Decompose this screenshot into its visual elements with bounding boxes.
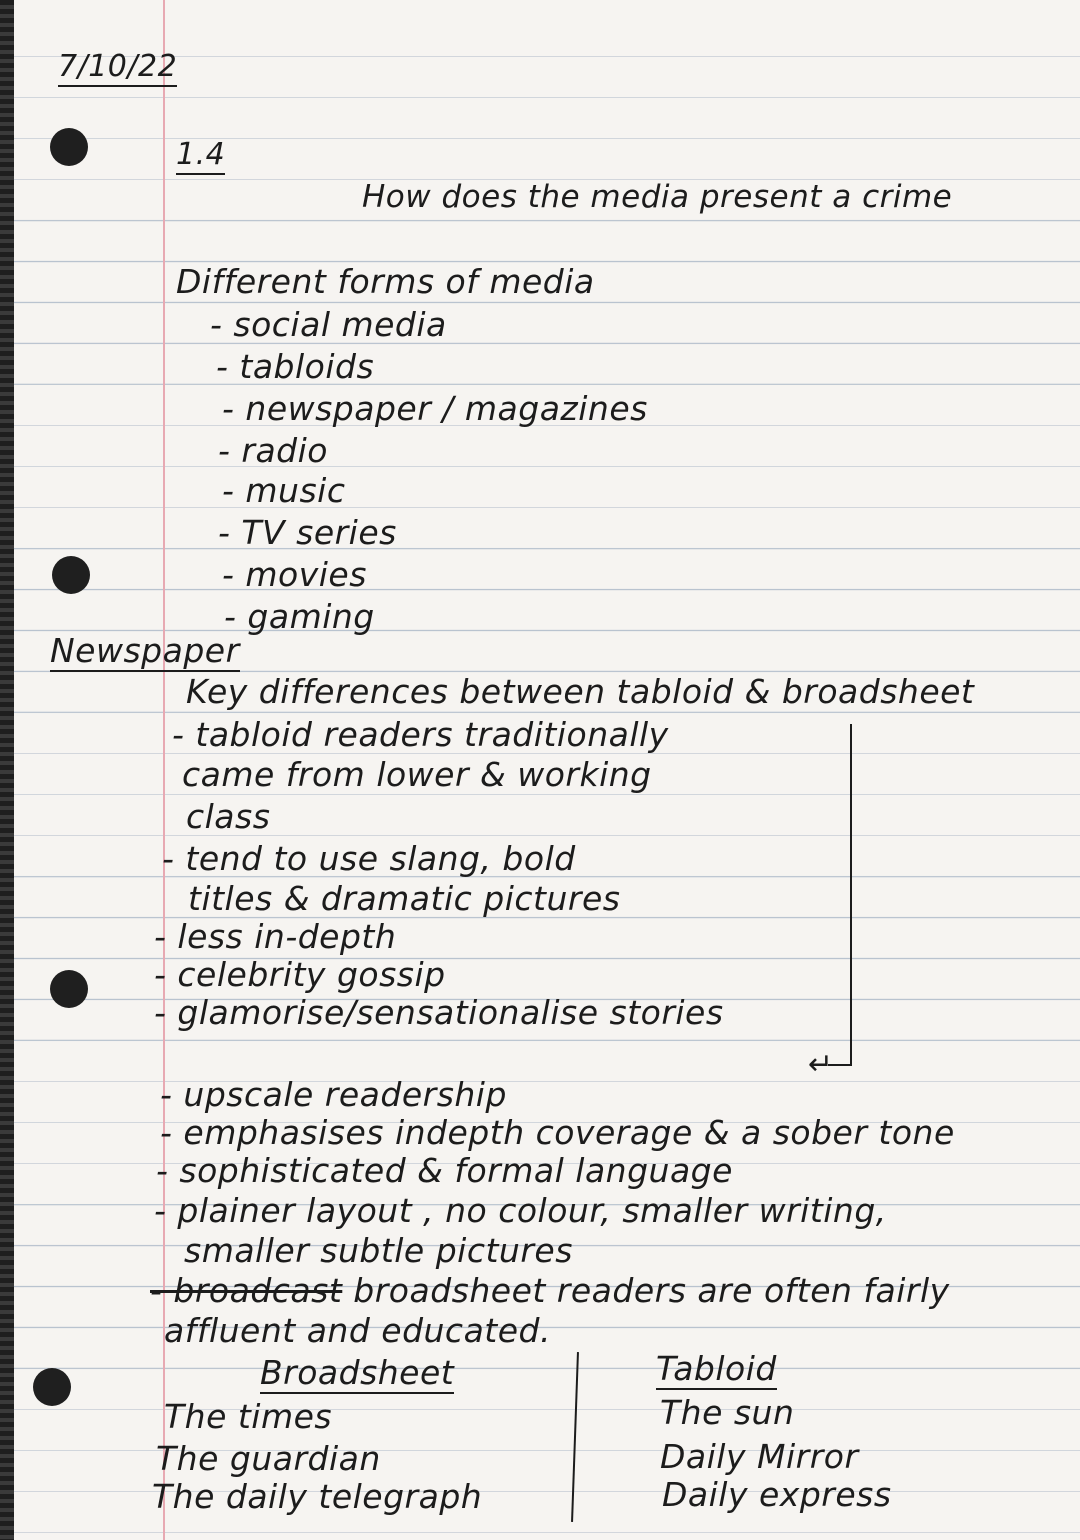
tabloid-point: - celebrity gossip [154, 955, 446, 994]
broadsheet-point: - emphasises indepth coverage & a sober tone [160, 1113, 955, 1152]
broadsheet-point: - plainer layout , no colour, smaller writing, [154, 1191, 887, 1230]
tabloid-point: - tabloid readers traditionally [172, 715, 669, 754]
tabloid-point: titles & dramatic pictures [188, 879, 621, 918]
tabloid-point: came from lower & working [182, 755, 652, 794]
newspaper-heading: Newspaper [50, 631, 240, 670]
broadsheet-point: smaller subtle pictures [184, 1231, 573, 1270]
tabloid-point: - less in-depth [154, 917, 397, 956]
tabloid-point: - glamorise/sensationalise stories [154, 993, 724, 1032]
punch-hole [33, 1368, 71, 1406]
bracket-line [850, 724, 852, 1064]
punch-hole [50, 128, 88, 166]
broadsheet-example: The guardian [156, 1439, 381, 1478]
list-item: - tabloids [216, 347, 375, 386]
list-item: - music [222, 471, 346, 510]
list-item: - newspaper / magazines [222, 389, 648, 428]
broadsheet-point: - sophisticated & formal language [156, 1151, 733, 1190]
struck-word: - broadcast [150, 1271, 343, 1310]
list-item: - movies [222, 555, 367, 594]
section-number: 1.4 [176, 140, 225, 175]
punch-hole [50, 970, 88, 1008]
arrow-icon: ↵ [808, 1047, 834, 1082]
column-divider [571, 1352, 579, 1522]
list-item: - radio [218, 431, 328, 470]
broadsheet-point: - upscale readership [160, 1075, 507, 1114]
broadsheet-column-header: Broadsheet [260, 1353, 455, 1392]
broadsheet-point: affluent and educated. [164, 1311, 551, 1350]
torn-edge [0, 0, 14, 1540]
broadsheet-point: - broadcast broadsheet readers are often fairly [150, 1271, 950, 1310]
date: 7/10/22 [58, 52, 177, 87]
broadsheet-example: The times [164, 1397, 333, 1436]
tabloid-example: Daily Mirror [660, 1437, 859, 1476]
page-title: How does the media present a crime [362, 179, 953, 215]
tabloid-column-header: Tabloid [656, 1349, 777, 1388]
broadsheet-example: The daily telegraph [152, 1477, 483, 1516]
list-item: - social media [210, 305, 447, 344]
tabloid-example: Daily express [662, 1475, 892, 1514]
tabloid-point: - tend to use slang, bold [162, 839, 576, 878]
tabloid-point: class [186, 797, 271, 836]
punch-hole [52, 556, 90, 594]
list-item: - gaming [224, 597, 375, 636]
media-forms-heading: Different forms of media [176, 262, 595, 301]
list-item: - TV series [218, 513, 397, 552]
differences-heading: Key differences between tabloid & broadsheet [186, 672, 975, 711]
tabloid-example: The sun [660, 1393, 795, 1432]
